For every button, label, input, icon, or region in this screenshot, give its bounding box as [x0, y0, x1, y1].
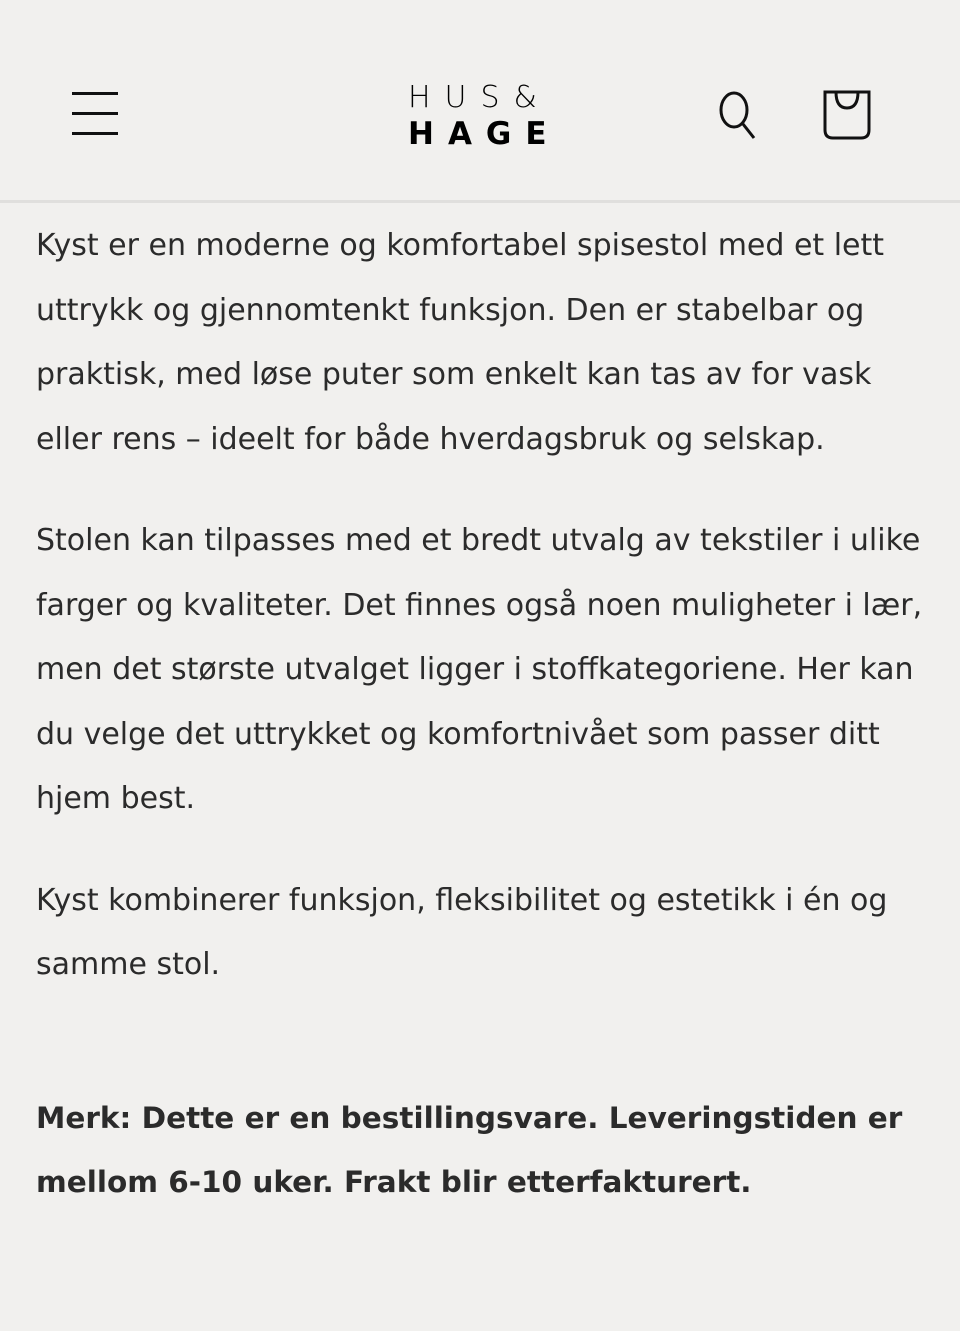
- logo-line-2: HAGE: [408, 116, 561, 152]
- description-paragraph: Kyst kombinerer funksjon, fleksibilitet og estetikk i én og samme stol.: [36, 882, 888, 982]
- delivery-note: Merk: Dette er en bestillingsvare. Leveringstiden er mellom 6-10 uker. Frakt blir etterfakturert.: [36, 1100, 903, 1199]
- cart-icon[interactable]: [818, 86, 874, 142]
- site-header: [0, 0, 960, 203]
- description-paragraph: Stolen kan tilpasses med et bredt utvalg av tekstiler i ulike farger og kvaliteter. Det finnes også noen muligheter i lær, men det største utvalget ligger i stoffkategoriene. Her kan du velge det uttrykket og komfortnivået som passer ditt hjem best.: [36, 523, 923, 816]
- logo-line-1: HUS&: [408, 80, 551, 115]
- menu-icon[interactable]: [72, 92, 118, 136]
- description-paragraph: Kyst er en moderne og komfortabel spisestol med et lett uttrykk og gjennomtenkt funksjon. Den er stabelbar og praktisk, med løse puter som enkelt kan tas av for vask eller rens – ideelt for både hverdagsbruk og selskap.: [36, 228, 885, 457]
- site-logo[interactable]: [408, 80, 561, 152]
- search-icon[interactable]: [712, 86, 768, 142]
- product-description: [36, 214, 926, 1252]
